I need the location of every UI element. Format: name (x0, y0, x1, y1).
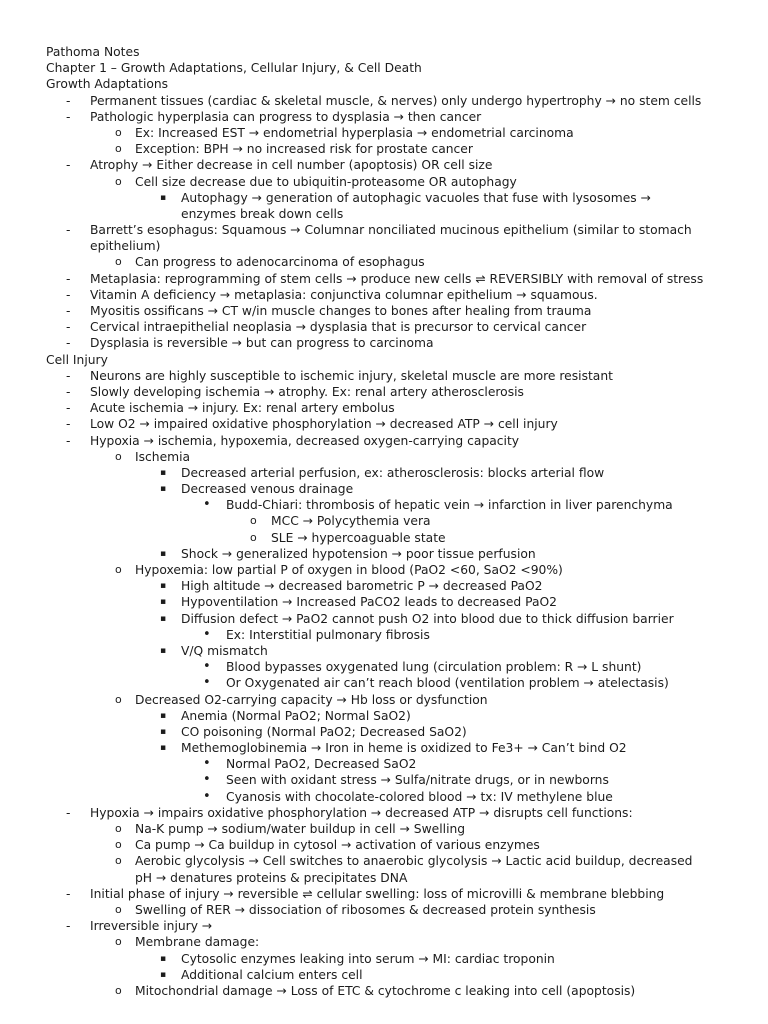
bullet-marker: • (203, 756, 211, 772)
bullet-marker: ▪ (160, 548, 167, 559)
bullet-marker: o (115, 902, 122, 916)
list-item-text: Decreased arterial perfusion, ex: atherosclerosis: blocks arterial flow (181, 465, 605, 480)
list-item-text: Methemoglobinemia → Iron in heme is oxidized to Fe3+ → Can’t bind O2 (181, 741, 627, 756)
bullet-marker: ▪ (160, 969, 167, 980)
list-item-text: Aerobic glycolysis → Cell switches to anaerobic glycolysis → Lactic acid buildup, decreased (135, 854, 693, 869)
list-item (0, 157, 768, 173)
heading-line: Chapter 1 – Growth Adaptations, Cellular Injury, & Cell Death (46, 61, 422, 76)
list-item (0, 692, 768, 708)
heading-line: Pathoma Notes (46, 45, 140, 59)
list-item-continuation (0, 870, 768, 886)
list-item-text: Hypoxemia: low partial P of oxygen in blood (PaO2 <60, SaO2 <90%) (135, 563, 563, 577)
bullet-marker: • (203, 659, 211, 675)
list-item-text: Cytosolic enzymes leaking into serum → MI: cardiac troponin (181, 951, 555, 966)
list-item (0, 481, 768, 497)
bullet-marker: - (66, 304, 71, 318)
bullet-marker: ▪ (160, 645, 167, 656)
list-item-text: Decreased O2-carrying capacity → Hb loss or dysfunction (135, 692, 488, 707)
list-item-text: pH → denatures proteins & precipitates DNA (135, 870, 408, 885)
bullet-marker: o (115, 692, 122, 706)
list-item-text: Shock → generalized hypotension → poor tissue perfusion (181, 546, 536, 561)
bullet-marker: • (203, 675, 211, 691)
bullet-marker: o (115, 822, 122, 835)
bullet-marker: o (115, 563, 122, 576)
bullet-marker: ▪ (160, 743, 167, 754)
bullet-marker: o (115, 449, 122, 463)
bullet-marker: ▪ (160, 467, 167, 478)
list-item (0, 643, 768, 659)
list-item (0, 853, 768, 869)
list-item (0, 934, 768, 950)
list-item (0, 675, 768, 691)
list-item (0, 465, 768, 481)
bullet-marker: - (66, 109, 71, 124)
list-item-text: Ex: Interstitial pulmonary fibrosis (226, 627, 430, 642)
list-item-text: Hypoxia → ischemia, hypoxemia, decreased oxygen-carrying capacity (90, 433, 520, 448)
bullet-marker: - (66, 433, 71, 448)
bullet-marker: - (66, 336, 71, 351)
list-item-text: Normal PaO2, Decreased SaO2 (226, 757, 417, 772)
bullet-marker: ▪ (160, 953, 167, 964)
bullet-marker: o (250, 514, 257, 528)
bullet-marker: - (66, 384, 71, 399)
list-item (0, 400, 768, 416)
list-item (0, 433, 768, 449)
bullet-marker: - (66, 886, 71, 901)
list-item (0, 886, 768, 902)
list-item-text: Neurons are highly susceptible to ischemic injury, skeletal muscle are more resistant (90, 368, 613, 383)
bullet-marker: ▪ (160, 710, 167, 721)
list-item-text: Hypoventilation → Increased PaCO2 leads to decreased PaO2 (181, 595, 558, 610)
bullet-marker: o (115, 838, 122, 852)
list-item-text: Membrane damage: (135, 935, 260, 950)
list-item (0, 918, 768, 934)
bullet-marker: ▪ (160, 726, 167, 737)
bullet-marker: o (115, 174, 122, 188)
list-item (0, 287, 768, 303)
list-item (0, 578, 768, 594)
list-item-text: Vitamin A deficiency → metaplasia: conjunctiva columnar epithelium → squamous. (90, 287, 598, 302)
list-item-text: Myositis ossificans → CT w/in muscle changes to bones after healing from trauma (90, 304, 592, 318)
bullet-marker: ▪ (160, 484, 167, 495)
bullet-marker: o (115, 983, 122, 997)
list-item (0, 190, 768, 206)
list-item-text: Atrophy → Either decrease in cell number (apoptosis) OR cell size (90, 158, 493, 173)
list-item (0, 789, 768, 805)
list-item (0, 513, 768, 529)
list-item (0, 805, 768, 821)
bullet-marker: • (203, 788, 211, 804)
bullet-marker: - (66, 417, 71, 432)
bullet-marker: - (66, 919, 71, 934)
list-item (0, 546, 768, 562)
list-item (0, 983, 768, 999)
bullet-marker: - (66, 271, 71, 286)
list-item-text: Decreased venous drainage (181, 482, 354, 497)
list-item (0, 93, 768, 109)
bullet-marker: - (66, 287, 71, 302)
list-item-text: Barrett’s esophagus: Squamous → Columnar nonciliated mucinous epithelium (similar to stomach (90, 223, 692, 238)
list-item (0, 594, 768, 610)
list-item-text: Cell size decrease due to ubiquitin-proteasome OR autophagy (135, 174, 517, 189)
list-item-text: Anemia (Normal PaO2; Normal SaO2) (181, 708, 411, 723)
list-item-text: Metaplasia: reprogramming of stem cells → produce new cells ⇌ REVERSIBLY with removal of stress (90, 271, 704, 286)
list-item (0, 837, 768, 853)
list-item-text: Exception: BPH → no increased risk for prostate cancer (135, 142, 473, 157)
list-item (0, 141, 768, 157)
list-item (0, 708, 768, 724)
bullet-marker: - (66, 805, 71, 820)
bullet-marker: ▪ (160, 613, 167, 624)
bullet-marker: o (115, 854, 122, 868)
list-item-text: Low O2 → impaired oxidative phosphorylation → decreased ATP → cell injury (90, 417, 558, 432)
list-item-text: Seen with oxidant stress → Sulfa/nitrate drugs, or in newborns (226, 773, 609, 788)
list-item-text: Swelling of RER → dissociation of ribosomes & decreased protein synthesis (135, 902, 596, 917)
list-item (0, 821, 768, 837)
list-item-text: Initial phase of injury → reversible ⇌ cellular swelling: loss of microvilli & membrane blebbing (90, 886, 665, 901)
bullet-marker: o (250, 530, 257, 544)
list-item (0, 449, 768, 465)
list-item-text: Pathologic hyperplasia can progress to dysplasia → then cancer (90, 109, 482, 124)
bullet-marker: • (203, 772, 211, 788)
list-item (0, 271, 768, 287)
list-item-text: Ischemia (135, 449, 191, 464)
list-item (0, 902, 768, 918)
bullet-marker: - (66, 223, 71, 238)
list-item (0, 254, 768, 270)
bullet-marker: - (66, 158, 71, 173)
bullet-marker: ▪ (160, 597, 167, 608)
list-item-continuation (0, 238, 768, 254)
list-item-text: Irreversible injury → (90, 919, 213, 934)
list-item-text: Dysplasia is reversible → but can progress to carcinoma (90, 336, 434, 351)
list-item-text: Autophagy → generation of autophagic vacuoles that fuse with lysosomes → (181, 190, 651, 205)
list-item-text: Additional calcium enters cell (181, 967, 363, 982)
list-item (0, 772, 768, 788)
list-item (0, 562, 768, 578)
list-item (0, 740, 768, 756)
bullet-marker: • (203, 626, 211, 642)
heading-line: Cell Injury (46, 352, 108, 367)
list-item-text: Cervical intraepithelial neoplasia → dysplasia that is precursor to cervical cancer (90, 320, 587, 335)
bullet-marker: ▪ (160, 581, 167, 592)
list-item (0, 222, 768, 238)
list-item-text: Ex: Increased EST → endometrial hyperplasia → endometrial carcinoma (135, 125, 574, 140)
bullet-marker: ▪ (160, 192, 167, 203)
list-item-text: Budd-Chiari: thrombosis of hepatic vein → infarction in liver parenchyma (226, 498, 673, 513)
list-item (0, 125, 768, 141)
bullet-marker: o (115, 935, 122, 949)
list-item (0, 611, 768, 627)
list-item (0, 967, 768, 983)
list-item-text: Blood bypasses oxygenated lung (circulation problem: R → L shunt) (226, 660, 642, 675)
list-item-text: High altitude → decreased barometric P → decreased PaO2 (181, 579, 543, 594)
list-item (0, 319, 768, 335)
list-item-text: Mitochondrial damage → Loss of ETC & cytochrome c leaking into cell (apoptosis) (135, 983, 636, 998)
list-item (0, 497, 768, 513)
list-item-text: Acute ischemia → injury. Ex: renal artery embolus (90, 401, 395, 416)
list-item-text: epithelium) (90, 239, 161, 254)
bullet-marker: o (115, 125, 122, 139)
list-item-text: SLE → hypercoaguable state (271, 530, 446, 545)
list-item-continuation (0, 206, 768, 222)
list-item (0, 335, 768, 351)
list-item-text: Can progress to adenocarcinoma of esophagus (135, 255, 425, 270)
list-item-text: enzymes break down cells (181, 206, 344, 221)
list-item-text: Ca pump → Ca buildup in cytosol → activation of various enzymes (135, 838, 540, 853)
list-item (0, 724, 768, 740)
document-page (0, 44, 768, 999)
list-item-text: Na-K pump → sodium/water buildup in cell → Swelling (135, 822, 466, 836)
list-item (0, 659, 768, 675)
list-item-text: Or Oxygenated air can’t reach blood (ventilation problem → atelectasis) (226, 676, 669, 691)
list-item (0, 384, 768, 400)
bullet-marker: o (115, 255, 122, 269)
list-item-text: Slowly developing ischemia → atrophy. Ex: renal artery atherosclerosis (90, 384, 524, 399)
list-item-text: Permanent tissues (cardiac & skeletal muscle, & nerves) only undergo hypertrophy → no stem cells (90, 93, 702, 108)
list-item (0, 368, 768, 384)
list-item (0, 303, 768, 319)
bullet-marker: • (203, 497, 211, 513)
list-item (0, 756, 768, 772)
list-item-text: V/Q mismatch (181, 643, 268, 658)
list-item (0, 530, 768, 546)
bullet-marker: - (66, 93, 71, 108)
list-item (0, 416, 768, 432)
list-item-text: CO poisoning (Normal PaO2; Decreased SaO2) (181, 724, 467, 739)
list-item-text: Hypoxia → impairs oxidative phosphorylation → decreased ATP → disrupts cell functions: (90, 805, 633, 820)
bullet-marker: - (66, 368, 71, 383)
list-item (0, 627, 768, 643)
bullet-marker: o (115, 142, 122, 156)
list-item-text: Diffusion defect → PaO2 cannot push O2 into blood due to thick diffusion barrier (181, 611, 674, 626)
bullet-marker: - (66, 401, 71, 416)
bullet-marker: - (66, 320, 71, 335)
list-item (0, 951, 768, 967)
heading-line: Growth Adaptations (46, 77, 169, 92)
list-item-text: MCC → Polycythemia vera (271, 514, 431, 529)
list-item (0, 174, 768, 190)
list-item (0, 109, 768, 125)
list-item-text: Cyanosis with chocolate-colored blood → tx: IV methylene blue (226, 789, 613, 804)
